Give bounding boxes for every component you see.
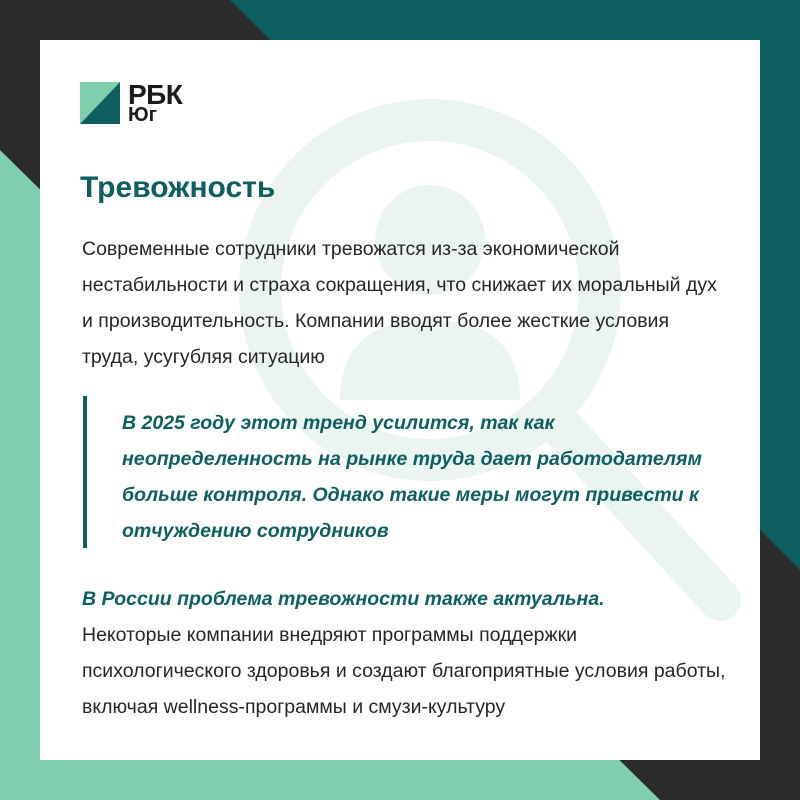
quote-bar — [83, 396, 87, 548]
intro-paragraph: Современные сотрудники тревожатся из-за экономической нестабильности и страха сокращения, что снижает их моральный дух и производительность. Компании вводят более жесткие условия труда, усугубляя ситуацию — [82, 238, 717, 368]
quote-text: В 2025 году этот тренд усилится, так как неопределенность на рынке труда дает работодателям больше контроля. Однако такие меры могут привести к отчуждению сотрудников — [122, 412, 702, 542]
brand-region: Юг — [128, 104, 157, 126]
rbc-logo-icon — [80, 82, 120, 124]
highlight-sentence: В России проблема тревожности также актуальна. — [82, 588, 605, 610]
page-title: Тревожность — [80, 171, 276, 204]
body-paragraph: Некоторые компании внедряют программы поддержки психологического здоровья и создают благоприятные условия работы, включая wellness-программы и смузи-культуру — [82, 624, 726, 718]
brand-name: РБК — [128, 79, 183, 110]
content-card — [40, 40, 760, 760]
rbc-logo — [80, 79, 220, 132]
